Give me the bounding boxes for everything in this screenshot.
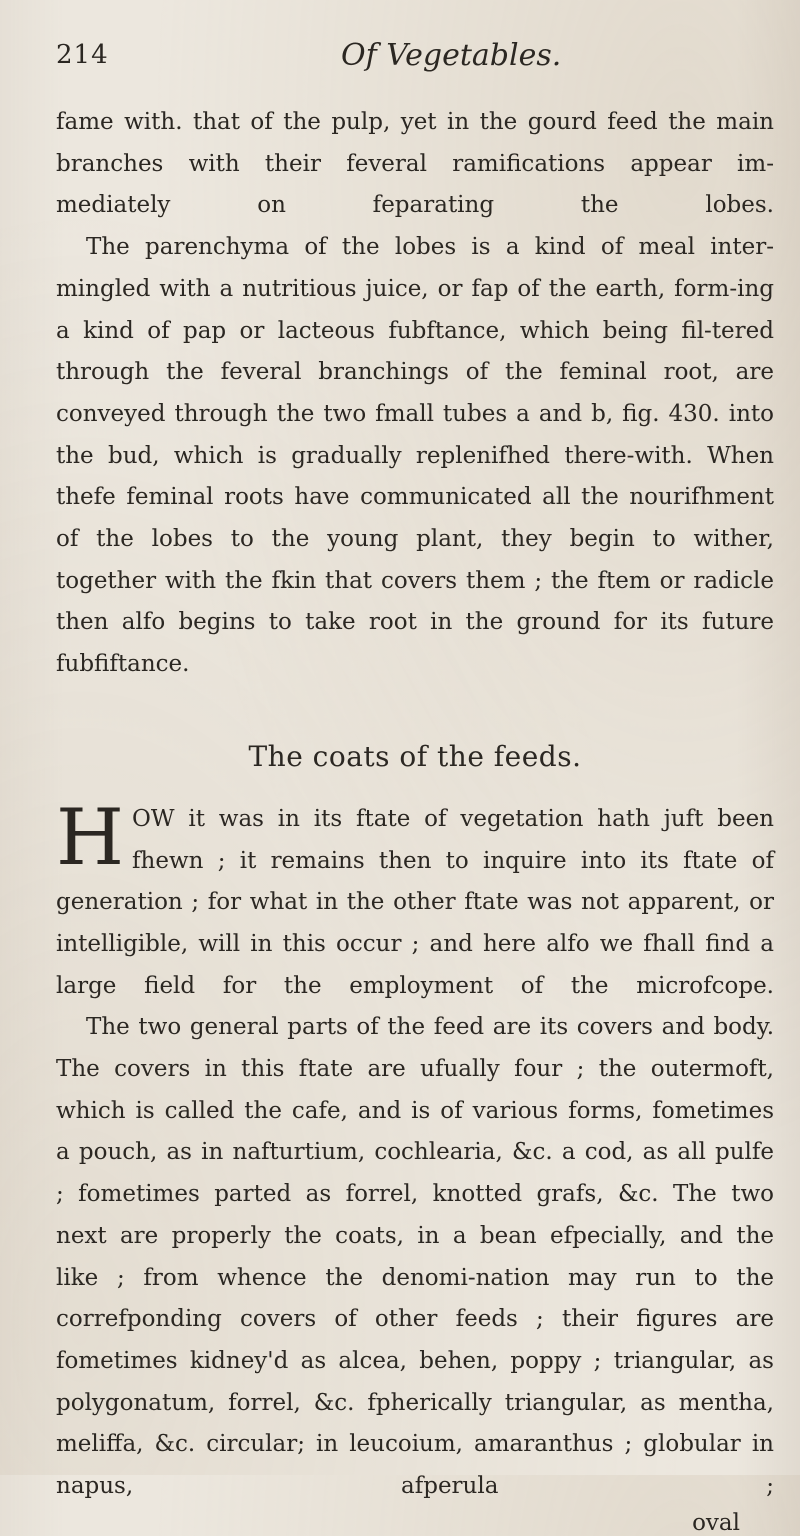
paragraph-generation [56,792,774,1008]
running-head [56,40,774,102]
book-page [56,40,774,1536]
paragraph-parenchyma: The parenchyma of the lobes is a kind of meal inter-mingled with a nutritious juice, or fap of the earth, form-ing a kind of pap or lacteous fubftance, which being fil-tered through the feveral branchings of the feminal root, are conveyed through the two fmall tubes a and b, fig. 430. into the bud, which is gradually replenifhed there-with. When thefe feminal roots have communicated all the nourifhment of the lobes to the young plant, they begin to wither, together with the fkin that covers them ; the ftem or radicle then alfo begins to take root in the ground for its future fubfiftance. [56,234,774,678]
page-number: 214 [56,40,109,70]
paragraph-continuation: fame with. that of the pulp, yet in the gourd feed the main branches with their feveral ramifications appear im-mediately on feparating the lobes. [56,109,774,219]
paragraph-covers: The two general parts of the feed are its covers and body. The covers in this ftate are ufually four ; the outermoft, which is called the cafe, and is of various forms, fometimes a pouch, as in nafturtium, cochlearia, &c. a cod, as all pulfe ; fometimes parted as forrel, knotted grafs, &c. The two next are properly the coats, in a bean efpecially, and the like ; from whence the denomi-nation may run to the correfponding covers of other feeds ; their figures are fometimes kidney'd as alcea, behen, poppy ; triangular, as polygonatum, forrel, &c. fpherically triangular, as mentha, meliffa, &c. circular; in leucoium, amaranthus ; globular in napus, afperula ; [56,1014,774,1500]
catchword: oval [692,1509,740,1536]
paragraph-generation-text: OW it was in its ftate of vegetation hath juft been fhewn ; it remains then to inquire into its ftate of generation ; for what in the other ftate was not apparent, or intelligible, will in this occur ; and here alfo we fhall find a large field for the employment of the microfcope. [56,805,774,999]
drop-cap: H [56,792,125,883]
running-title: Of Vegetables. [341,38,562,73]
section-heading: The coats of the feeds. [248,739,582,773]
